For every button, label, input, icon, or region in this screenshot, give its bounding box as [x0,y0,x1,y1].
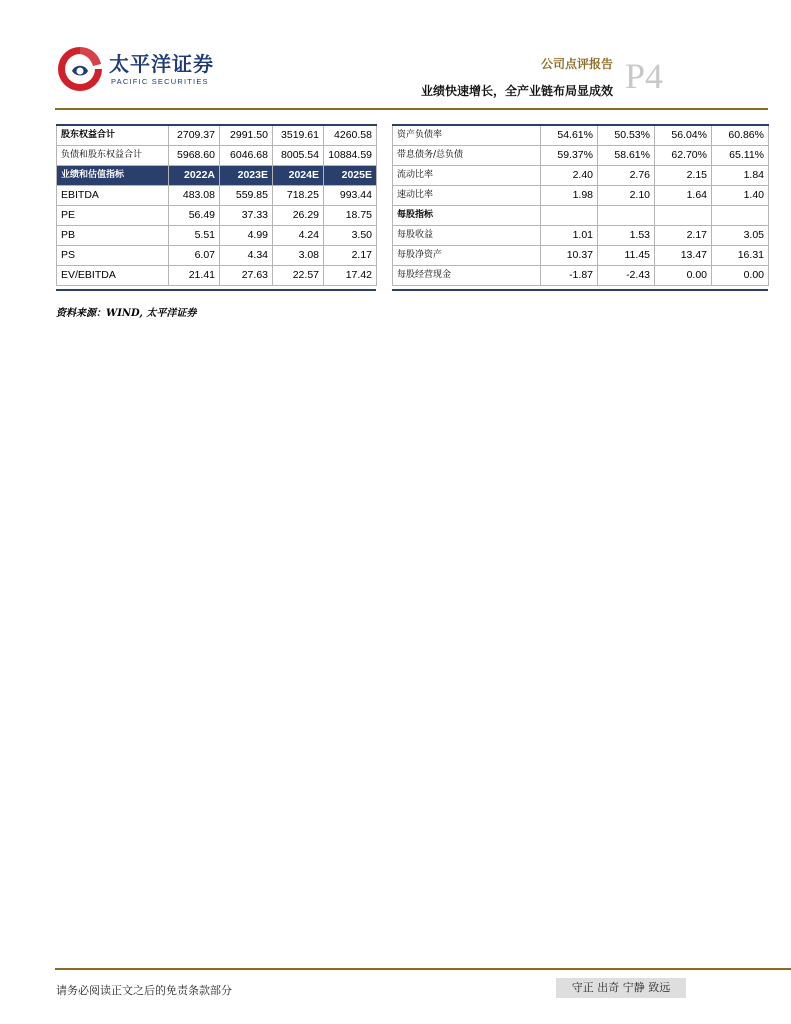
table-cell: 993.44 [324,186,377,206]
logo-english-name: PACIFIC SECURITIES [111,77,209,86]
row-label: 每股收益 [393,226,541,246]
table-cell: 2.17 [655,226,712,246]
table-row [57,266,377,286]
table-cell: 559.85 [220,186,273,206]
table-cell: 58.61% [598,146,655,166]
table-cell: 3.08 [273,246,324,266]
page-number: P4 [625,56,664,96]
table-cell: 1.98 [541,186,598,206]
table-cell: 483.08 [169,186,220,206]
table-cell: 5.51 [169,226,220,246]
table-row [393,246,769,266]
table-cell: 1.53 [598,226,655,246]
table-cell: 22.57 [273,266,324,286]
table-cell: 56.04% [655,125,712,146]
table-row [57,166,377,186]
table-cell: 2023E [220,166,273,186]
table-cell [598,206,655,226]
table-row [393,186,769,206]
table-cell: 2709.37 [169,125,220,146]
table-cell: 16.31 [712,246,769,266]
table-row [57,206,377,226]
pacific-securities-logo-icon [55,44,105,94]
row-label: EBITDA [57,186,169,206]
logo-chinese-name: 太平洋证券 [109,52,214,76]
footer-divider [55,968,791,970]
table-row [57,125,377,146]
table-cell: 1.01 [541,226,598,246]
footer-disclaimer: 请务必阅读正文之后的免责条款部分 [56,984,232,997]
table-cell: 8005.54 [273,146,324,166]
table-cell [655,206,712,226]
table-cell: 4260.58 [324,125,377,146]
table-cell: 6046.68 [220,146,273,166]
table-row [57,146,377,166]
row-label: PS [57,246,169,266]
table-cell: 3.05 [712,226,769,246]
table-cell: 2025E [324,166,377,186]
table-cell: 2.15 [655,166,712,186]
company-logo [55,44,215,96]
table-cell: 6.07 [169,246,220,266]
row-label: PB [57,226,169,246]
row-label: 每股净资产 [393,246,541,266]
table-cell [712,206,769,226]
table-cell: 18.75 [324,206,377,226]
row-label: 带息债务/总负债 [393,146,541,166]
header-divider [55,108,768,110]
table-row [57,186,377,206]
table-cell: 2991.50 [220,125,273,146]
table-row [57,226,377,246]
table-cell: 59.37% [541,146,598,166]
table-row [393,125,769,146]
table-row [393,146,769,166]
table-cell: 27.63 [220,266,273,286]
table-cell: 10.37 [541,246,598,266]
table-cell: 65.11% [712,146,769,166]
table-cell: 2.17 [324,246,377,266]
table-cell: 50.53% [598,125,655,146]
table-cell: -2.43 [598,266,655,286]
table-cell: 718.25 [273,186,324,206]
report-title: 业绩快速增长，全产业链布局显成效 [420,84,613,98]
table-cell: 0.00 [655,266,712,286]
left-financial-table [56,124,377,286]
table-cell: 2.10 [598,186,655,206]
table-cell: 2024E [273,166,324,186]
table-cell: 0.00 [712,266,769,286]
table-cell: 21.41 [169,266,220,286]
table-cell: 5968.60 [169,146,220,166]
table-cell: 2022A [169,166,220,186]
table-cell: 1.40 [712,186,769,206]
footer-motto: 守正 出奇 宁静 致远 [556,978,686,998]
table-cell: 1.84 [712,166,769,186]
row-label: 业绩和估值指标 [57,166,169,186]
table-cell: 37.33 [220,206,273,226]
table-cell: 2.76 [598,166,655,186]
table-cell: 2.40 [541,166,598,186]
row-label: 速动比率 [393,186,541,206]
table-cell: 3.50 [324,226,377,246]
table-cell [541,206,598,226]
table-row [57,246,377,266]
row-label: 资产负债率 [393,125,541,146]
table-cell: 10884.59 [324,146,377,166]
table-row [393,166,769,186]
table-row [393,206,769,226]
table-row [393,226,769,246]
source-note: 资料来源：WIND, 太平洋证券 [56,308,197,319]
table-cell: 60.86% [712,125,769,146]
table-cell: 1.64 [655,186,712,206]
table-cell: 26.29 [273,206,324,226]
table-cell: 13.47 [655,246,712,266]
row-label: PE [57,206,169,226]
report-type: 公司点评报告 [540,57,613,71]
row-label: EV/EBITDA [57,266,169,286]
row-label: 负债和股东权益合计 [57,146,169,166]
table-cell: 4.99 [220,226,273,246]
table-cell: -1.87 [541,266,598,286]
table-cell: 3519.61 [273,125,324,146]
row-label: 每股指标 [393,206,541,226]
table-cell: 4.34 [220,246,273,266]
row-label: 每股经营现金 [393,266,541,286]
row-label: 股东权益合计 [57,125,169,146]
table-cell: 62.70% [655,146,712,166]
table-cell: 17.42 [324,266,377,286]
row-label: 流动比率 [393,166,541,186]
table-cell: 4.24 [273,226,324,246]
right-table-bottom-rule [392,289,768,291]
table-cell: 54.61% [541,125,598,146]
table-cell: 56.49 [169,206,220,226]
right-financial-table [392,124,769,286]
table-cell: 11.45 [598,246,655,266]
table-row [393,266,769,286]
left-table-bottom-rule [56,289,376,291]
